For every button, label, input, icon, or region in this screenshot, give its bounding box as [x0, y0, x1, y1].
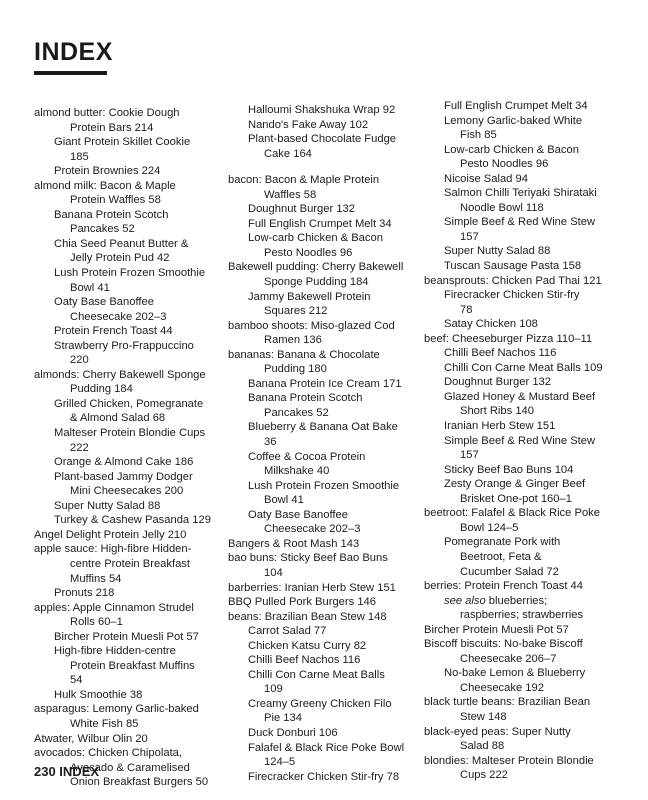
- index-subentry: Salad 88: [460, 740, 505, 753]
- index-entry: asparagus: Lemony Garlic-baked: [34, 703, 199, 716]
- index-subentry: Doughnut Burger 132: [248, 203, 355, 216]
- index-entry: beef: Cheeseburger Pizza 110–11: [424, 332, 593, 345]
- index-subentry: Plant-based Chocolate Fudge: [248, 133, 397, 146]
- index-column-1: [34, 106, 214, 790]
- index-subentry: Cheesecake 202–3: [70, 310, 167, 323]
- index-subentry: Pesto Noodles 96: [460, 158, 549, 171]
- index-subentry: 220: [70, 354, 89, 367]
- index-subentry: Glazed Honey & Mustard Beef: [444, 390, 596, 403]
- index-subentry: White Fish 85: [70, 717, 139, 730]
- index-subentry: Pudding 180: [264, 363, 327, 376]
- index-subentry: Chilli Con Carne Meat Balls 109: [444, 361, 603, 374]
- index-subentry: Bowl 41: [70, 281, 110, 294]
- index-entry: apple sauce: High-fibre Hidden-: [34, 543, 192, 556]
- index-subentry: Pomegranate Pork with: [444, 536, 561, 549]
- index-subentry: Iranian Herb Stew 151: [444, 420, 556, 433]
- index-entry: Bircher Protein Muesli Pot 57: [424, 623, 569, 636]
- index-subentry: 124–5: [264, 756, 296, 769]
- index-subentry: No-bake Lemon & Blueberry: [444, 667, 586, 680]
- index-subentry: Pancakes 52: [264, 406, 329, 419]
- index-entry: beansprouts: Chicken Pad Thai 121: [424, 274, 602, 287]
- index-subentry: Lush Protein Frozen Smoothie: [54, 267, 206, 280]
- index-entry: almond butter: Cookie Dough: [34, 107, 180, 119]
- index-subentry: Cheesecake 192: [460, 681, 544, 694]
- index-subentry: Duck Donburi 106: [248, 726, 338, 739]
- index-subentry: Mini Cheesecakes 200: [70, 485, 184, 498]
- index-subentry: Ramen 136: [264, 334, 322, 347]
- index-subentry: Oaty Base Banoffee: [54, 296, 154, 309]
- index-entry: avocados: Chicken Chipolata,: [34, 747, 183, 760]
- index-subentry: 104: [264, 566, 283, 579]
- index-subentry: Sticky Beef Bao Buns 104: [444, 463, 574, 476]
- index-subentry: 157: [460, 449, 479, 462]
- index-subentry: Simple Beef & Red Wine Stew: [444, 216, 596, 229]
- index-subentry: Blueberry & Banana Oat Bake: [248, 421, 398, 434]
- index-subentry: Halloumi Shakshuka Wrap 92: [248, 104, 396, 116]
- index-subentry: Protein Breakfast Muffins: [70, 659, 195, 672]
- index-subentry: Muffins 54: [70, 572, 122, 585]
- index-subentry: Lush Protein Frozen Smoothie: [248, 479, 400, 492]
- index-subentry: Nicoise Salad 94: [444, 172, 528, 185]
- index-subentry: Pesto Noodles 96: [264, 246, 353, 259]
- index-subentry: Doughnut Burger 132: [444, 376, 551, 389]
- index-subentry: Carrot Salad 77: [248, 625, 327, 638]
- index-subentry: Chilli Beef Nachos 116: [444, 347, 557, 360]
- index-entry: almond milk: Bacon & Maple: [34, 179, 176, 192]
- index-subentry: Lemony Garlic-baked White: [444, 114, 583, 127]
- index-entry: bananas: Banana & Chocolate: [228, 348, 380, 361]
- index-subentry: Bowl 41: [264, 494, 304, 507]
- index-subentry: Protein Waffles 58: [70, 194, 161, 207]
- index-subentry: 109: [264, 683, 283, 696]
- page-title: INDEX: [34, 38, 113, 66]
- index-subentry: Chicken Katsu Curry 82: [248, 639, 367, 652]
- index-subentry: Jammy Bakewell Protein: [248, 290, 371, 303]
- index-subentry: Plant-based Jammy Dodger: [54, 470, 193, 483]
- index-entry: Atwater, Wilbur Olin 20: [34, 732, 148, 745]
- index-subentry: Bowl 124–5: [460, 521, 519, 534]
- index-subentry: Salmon Chilli Teriyaki Shirataki: [444, 187, 597, 200]
- see-also-label: see also: [444, 594, 486, 607]
- index-subentry: Turkey & Cashew Pasanda 129: [54, 514, 211, 527]
- index-entry: almonds: Cherry Bakewell Sponge: [34, 368, 206, 381]
- index-subentry: Cheesecake 202–3: [264, 523, 361, 536]
- index-subentry: Tuscan Sausage Pasta 158: [444, 260, 582, 273]
- index-subentry: centre Protein Breakfast: [70, 557, 191, 570]
- index-entry: Biscoff biscuits: No-bake Biscoff: [424, 638, 583, 651]
- index-subentry: Fish 85: [460, 129, 497, 142]
- index-subentry: Pancakes 52: [70, 223, 135, 236]
- index-subentry: & Almond Salad 68: [70, 412, 166, 425]
- index-subentry: raspberries; strawberries: [460, 609, 584, 622]
- index-entry: beetroot: Falafel & Black Rice Poke: [424, 507, 600, 520]
- index-subentry: Super Nutty Salad 88: [54, 499, 161, 512]
- index-entry: Angel Delight Protein Jelly 210: [34, 528, 187, 541]
- index-subentry: Rolls 60–1: [70, 616, 123, 629]
- index-subentry: 54: [70, 674, 83, 687]
- index-subentry: 78: [460, 303, 473, 316]
- index-entry: bamboo shoots: Miso-glazed Cod: [228, 319, 395, 332]
- index-subentry: Simple Beef & Red Wine Stew: [444, 434, 596, 447]
- index-subentry: Bircher Protein Muesli Pot 57: [54, 630, 199, 643]
- index-subentry: Beetroot, Feta &: [460, 550, 542, 563]
- index-subentry: Waffles 58: [264, 188, 317, 201]
- index-subentry: High-fibre Hidden-centre: [54, 645, 176, 658]
- index-subentry: Short Ribs 140: [460, 405, 535, 418]
- index-entry: berries: Protein French Toast 44: [424, 580, 583, 593]
- index-spacer: [228, 161, 418, 173]
- index-subentry: Nando's Fake Away 102: [248, 118, 369, 131]
- index-subentry: Oaty Base Banoffee: [248, 508, 348, 521]
- index-subentry: Pie 134: [264, 712, 302, 725]
- index-subentry: Milkshake 40: [264, 465, 330, 478]
- index-subentry: Banana Protein Scotch: [54, 208, 169, 221]
- index-subentry: Firecracker Chicken Stir-fry 78: [248, 770, 400, 783]
- index-subentry: Pudding 184: [70, 383, 133, 396]
- index-subentry: Squares 212: [264, 305, 328, 318]
- index-subentry: Firecracker Chicken Stir-fry: [444, 289, 580, 302]
- index-subentry: Cups 222: [460, 769, 508, 782]
- index-entry: beans: Brazilian Bean Stew 148: [228, 610, 387, 623]
- index-subentry: Chilli Con Carne Meat Balls: [248, 668, 385, 681]
- index-subentry: Cucumber Salad 72: [460, 565, 559, 578]
- index-subentry: Cake 164: [264, 147, 312, 160]
- index-subentry: Falafel & Black Rice Poke Bowl: [248, 741, 405, 754]
- index-subentry: Onion Breakfast Burgers 50: [70, 776, 209, 789]
- index-subentry: Orange & Almond Cake 186: [54, 456, 194, 469]
- index-subentry: 185: [70, 150, 89, 163]
- index-entry: Bangers & Root Mash 143: [228, 537, 360, 550]
- index-subentry: Full English Crumpet Melt 34: [248, 217, 392, 230]
- index-subentry: Protein Bars 214: [70, 121, 154, 134]
- index-subentry: Brisket One-pot 160–1: [460, 492, 572, 505]
- index-subentry: Chia Seed Peanut Butter &: [54, 237, 189, 250]
- index-subentry: Low-carb Chicken & Bacon: [248, 232, 383, 245]
- index-subentry: Noodle Bowl 118: [460, 201, 544, 214]
- page-footer: 230 INDEX: [34, 764, 100, 779]
- index-subentry: Full English Crumpet Melt 34: [444, 100, 588, 112]
- index-column-2: [228, 103, 418, 784]
- index-subentry: Malteser Protein Blondie Cups: [54, 427, 206, 440]
- index-subentry: Avocado & Caramelised: [70, 761, 190, 774]
- index-entry: Bakewell pudding: Cherry Bakewell: [228, 261, 404, 274]
- index-subentry: Giant Protein Skillet Cookie: [54, 136, 191, 149]
- index-subentry: Sponge Pudding 184: [264, 276, 369, 289]
- index-subentry: see also blueberries;: [444, 594, 548, 607]
- index-entry: bao buns: Sticky Beef Bao Buns: [228, 552, 388, 565]
- index-subentry: Satay Chicken 108: [444, 318, 538, 331]
- index-subentry: 157: [460, 230, 479, 243]
- index-subentry: Zesty Orange & Ginger Beef: [444, 478, 586, 491]
- title-underline: [34, 71, 107, 75]
- index-subentry: Protein French Toast 44: [54, 325, 173, 338]
- index-subentry: Creamy Greeny Chicken Filo: [248, 697, 392, 710]
- index-subentry: Super Nutty Salad 88: [444, 245, 551, 258]
- index-subentry: Coffee & Cocoa Protein: [248, 450, 366, 463]
- index-subentry: Chilli Beef Nachos 116: [248, 654, 361, 667]
- index-subentry: Hulk Smoothie 38: [54, 688, 143, 701]
- index-subentry: Strawberry Pro-Frappuccino: [54, 339, 194, 352]
- index-subentry: 222: [70, 441, 89, 454]
- index-subentry: Cheesecake 206–7: [460, 652, 557, 665]
- index-entry: BBQ Pulled Pork Burgers 146: [228, 596, 376, 609]
- index-subentry: Jelly Protein Pud 42: [70, 252, 170, 265]
- index-subentry: Banana Protein Scotch: [248, 392, 363, 405]
- index-entry: black-eyed peas: Super Nutty: [424, 725, 571, 738]
- index-subentry: Stew 148: [460, 710, 507, 723]
- index-entry: blondies: Malteser Protein Blondie: [424, 754, 594, 767]
- index-entry: black turtle beans: Brazilian Bean: [424, 696, 591, 709]
- index-subentry: Protein Brownies 224: [54, 165, 161, 178]
- index-entry: apples: Apple Cinnamon Strudel: [34, 601, 194, 614]
- index-subentry: 36: [264, 436, 277, 449]
- index-subentry: Banana Protein Ice Cream 171: [248, 377, 402, 390]
- index-subentry: Low-carb Chicken & Bacon: [444, 143, 579, 156]
- index-entry: barberries: Iranian Herb Stew 151: [228, 581, 396, 594]
- index-subentry: Grilled Chicken, Pomegranate: [54, 397, 204, 410]
- index-entry: bacon: Bacon & Maple Protein: [228, 174, 380, 187]
- index-subentry: Pronuts 218: [54, 587, 115, 600]
- index-column-3: [424, 99, 616, 783]
